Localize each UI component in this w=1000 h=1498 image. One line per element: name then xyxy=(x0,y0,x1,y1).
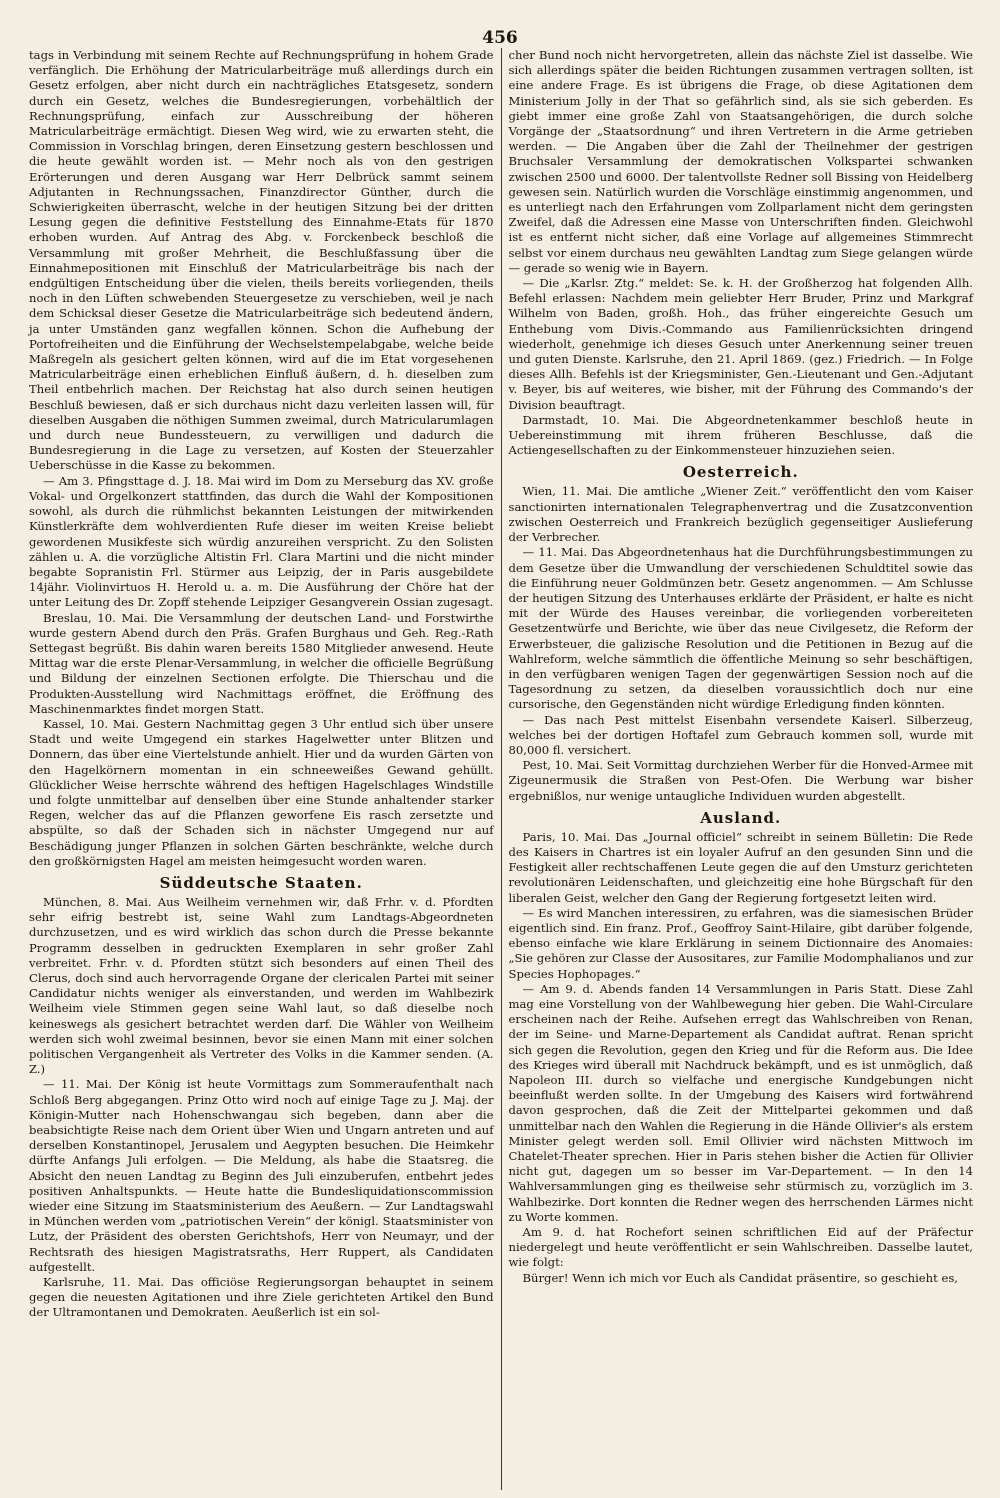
article-wien: Wien, 11. Mai. Die amtliche „Wiener Zeit.“ veröffentlicht den vom Kaiser sanctionirten internationalen Telegraphenvertrag und die Zusatzconvention zwischen Oesterreich und Frankreich bezüglich gegenseitiger Auslieferung der Verbrecher. xyxy=(508,484,973,545)
article-wien-2: — 11. Mai. Das Abgeordnetenhaus hat die Durchführungsbestimmungen zu dem Gesetze über die Umwandlung der verschiedenen Schuldtitel sowie das die Einführung neuer Goldmünzen betr. Gesetz angenommen. — Am Schlusse der heutigen Sitzung des Unterhauses erklärte der Präsident, er halte es nicht mit der Würde des Hauses vereinbar, die vorliegenden vorbereiteten Gesetzentwürfe und Berichte, wie über das neue Civilgesetz, die Reform der Erwerbsteuer, die galizische Resolution und die Petitionen in Bezug auf die Wahlreform, welche sämmtlich die öffentliche Meinung so sehr beschäftigen, in den verfügbaren wenigen Tagen der gegenwärtigen Session noch auf die Tagesordnung zu setzen, da dieselben voraussichtlich doch nur eine cursorische, den Gegenständen nicht würdige Erledigung finden könnten. xyxy=(508,545,973,712)
article-paris: Paris, 10. Mai. Das „Journal officiel“ schreibt in seinem Bülletin: Die Rede des Kaisers in Chartres ist ein loyaler Aufruf an den gesunden Sinn und die Festigkeit aller rechtschaffenen Leute gegen die auf den Umsturz gerichteten revolutionären Leidenschaften, und gleichzeitig eine hohe Bürgschaft für den liberalen Geist, welcher den Gang der Regierung fortgesetzt leiten wird. xyxy=(508,829,973,905)
section-heading-oesterreich: Oesterreich. xyxy=(682,463,799,482)
article-karlsr-ztg: — Die „Karlsr. Ztg.“ meldet: Se. k. H. der Großherzog hat folgenden Allh. Befehl erlassen: Nachdem mein geliebter Herr Bruder, Prinz und Markgraf Wilhelm von Baden, großh. Hoh., das früher eingereichte Gesuch um Enthebung vom Divis.-Commando aus Familienrücksichten dringend wiederholt, genehmige ich dieses Gesuch unter Anerkennung seiner treuen und guten Dienste. Karlsruhe, den 21. April 1869. (gez.) Friedrich. — In Folge dieses Allh. Befehls ist der Kriegsminister, Gen.-Lieutenant und Gen.-Adjutant v. Beyer, bis auf weiteres, wie bisher, mit der Führung des Commando's der Division beauftragt. xyxy=(508,276,973,412)
article-breslau: Breslau, 10. Mai. Die Versammlung der deutschen Land- und Forstwirthe wurde gestern Abend durch den Präs. Grafen Burghaus und Geh. Reg.-Rath Settegast begrüßt. Bis dahin waren bereits 1580 Mitglieder anwesend. Heute Mittag war die erste Plenar-Versammlung, in welcher die officielle Begrüßung und Bildung der einzelnen Sectionen erfolgte. Die Thierschau und die Produkten-Ausstellung wird Nachmittags eröffnet, die Eröffnung des Maschinenmarktes findet morgen Statt. xyxy=(29,610,494,716)
article-rochefort-letter: Bürger! Wenn ich mich vor Euch als Candidat präsentire, so geschieht es, xyxy=(522,1270,958,1285)
right-column xyxy=(501,48,981,1490)
article-darmstadt: Darmstadt, 10. Mai. Die Abgeordnetenkammer beschloß heute in Uebereinstimmung mit ihrem früheren Beschlusse, daß die Actiengesellschaften zu der Einkommensteuer hinzuziehen seien. xyxy=(508,412,973,458)
article-muenchen: München, 8. Mai. Aus Weilheim vernehmen wir, daß Frhr. v. d. Pfordten sehr eifrig bestrebt ist, seine Wahl zum Landtags-Abgeordneten durchzusetzen, und es wird wirklich das schon durch die Presse bekannte Programm desselben in gedruckten Exemplaren in sehr großer Zahl verbreitet. Frhr. v. d. Pfordten stützt sich besonders auf einen Theil des Clerus, doch sind auch hervorragende Organe der clericalen Partei mit seiner Candidatur nichts weniger als einverstanden, und werden im Wahlbezirk Weilheim viele Stimmen gegen seine Wahl laut, so daß dieselbe noch keineswegs als gesichert betrachtet werden darf. Die Wähler von Weilheim werden sich wohl zweimal besinnen, bevor sie einen Mann mit einer solchen politischen Vergangenheit als Vertreter des Volks in die Kammer senden. (A. Z.) xyxy=(29,894,494,1077)
columns xyxy=(22,48,980,1490)
article-kassel: Kassel, 10. Mai. Gestern Nachmittag gegen 3 Uhr entlud sich über unsere Stadt und weite Umgegend ein starkes Hagelwetter unter Blitzen und Donnern, das über eine Viertelstunde anhielt. Hier und da wurden Gärten von den Hagelkörnern momentan in ein schneeweißes Gewand gehüllt. Glücklicher Weise herrschte während des heftigen Hagelschlages Windstille und folgte unmittelbar auf denselben über eine Stunde anhaltender starker Regen, welcher das auf die Pflanzen geworfene Eis rasch zersetzte und abspülte, so daß der Schaden sich in nächster Umgegend nur auf Beschädigung junger Pflanzen in solchen Gärten beschränkte, welche durch den großkörnigsten Hagel am meisten heimgesucht worden waren. xyxy=(29,716,494,868)
article-reichstag: tags in Verbindung mit seinem Rechte auf Rechnungsprüfung in hohem Grade verfänglich. Die Erhöhung der Matricularbeiträge muß allerdings durch ein Gesetz erfolgen, aber nicht durch ein nachträgliches Etatsgesetz, sondern durch ein Gesetz, welches die Bundesregierungen, vorbehältlich der Rechnungsprüfung, einfach zur Ausschreibung der höheren Matricularbeiträge ermächtigt. Diesen Weg wird, wie zu erwarten steht, die Commission in Vorschlag bringen, deren Einsetzung gestern beschlossen und die heute gewählt worden ist. — Mehr noch als von den gestrigen Erörterungen und deren Ausgang war Herr Delbrück sammt seinem Adjutanten in Rechnungssachen, Finanzdirector Günther, durch die Schwierigkeiten überrascht, welche in der heutigen Sitzung bei der dritten Lesung gegen die definitive Feststellung des Einnahme-Etats für 1870 erhoben wurden. Auf Antrag des Abg. v. Forckenbeck beschloß die Versammlung mit großer Mehrheit, die Beschlußfassung über die Einnahmepositionen mit Einschluß der Matricularbeiträge bis nach der endgültigen Entscheidung über die vielen, theils bereits vorliegenden, theils noch in den Lüften schwebenden Steuergesetze zu verschieben, weil je nach dem Schicksal dieser Gesetze die Matricularbeiträge sich bedeutend ändern, ja unter Umständen ganz wegfallen können. Schon die Aufhebung der Portofreiheiten und die Einführung der Wechselstempelabgabe, welche beide Maßregeln als gesichert gelten können, wird auf die im Etat vorgesehenen Matricularbeiträge einen erheblichen Einfluß äußern, d. h. dieselben zum Theil entbehrlich machen. Der Reichstag hat also durch seinen heutigen Beschluß bewiesen, daß er sich durchaus nicht dazu verleiten lassen will, für dieselben Ausgaben die nöthigen Summen zweimal, durch Matricularumlagen und durch neue Bundessteuern, zu verwilligen und dadurch die Bundesregierung in die Lage zu versetzen, auf Kosten der Steuerzahler Ueberschüsse in die Kasse zu bekommen. xyxy=(29,48,494,473)
section-heading-ausland: Ausland. xyxy=(700,808,782,827)
section-heading-sueddeutsche: Süddeutsche Staaten. xyxy=(159,873,363,892)
article-karlsruhe-cont: cher Bund noch nicht hervorgetreten, allein das nächste Ziel ist dasselbe. Wie sich allerdings später die beiden Richtungen zusammen vertragen sollten, ist eine andere Frage. Es ist übrigens die Frage, ob diese Agitationen dem Ministerium Jolly in der That so gefährlich sind, als sie sich geberden. Es giebt immer eine große Zahl von Staatsangehörigen, die durch solche Vorgänge der „Staatsordnung“ und ihren Vertretern in die Arme getrieben werden. — Die Angaben über die Zahl der Theilnehmer der gestrigen Bruchsaler Versammlung der demokratischen Volkspartei schwanken zwischen 2500 und 6000. Der talentvollste Redner soll Bissing von Heidelberg gewesen sein. Natürlich wurden die Vorschläge einstimmig angenommen, und es unterliegt nach den Erfahrungen vom Zollparlament nicht dem geringsten Zweifel, daß die Adressen eine Masse von Unterschriften finden. Gleichwohl ist es entfernt nicht sicher, daß eine Vorlage auf allgemeines Stimmrecht selbst vor einem durchaus neu gewählten Landtag zum Siege gelangen würde — gerade so wenig wie in Bayern. xyxy=(508,48,973,275)
article-karlsruhe: Karlsruhe, 11. Mai. Das officiöse Regierungsorgan behauptet in seinem gegen die neuesten Agitationen und ihre Ziele gerichteten Artikel den Bund der Ultramontanen und Demokraten. Aeußerlich ist ein sol- xyxy=(29,1275,494,1320)
article-muenchen-2: — 11. Mai. Der König ist heute Vormittags zum Sommeraufenthalt nach Schloß Berg abgegangen. Prinz Otto wird noch auf einige Tage zu J. Maj. der Königin-Mutter nach Hohenschwangau sich begeben, dann aber die beabsichtigte Reise nach dem Orient über Wien und Ungarn antreten und auf derselben Konstantinopel, Jerusalem und Aegypten besuchen. Die Heimkehr dürfte Anfangs Juli erfolgen. — Die Meldung, als habe die Staatsreg. die Absicht den neuen Landtag zu Beginn des Juli einzuberufen, entbehrt jedes positiven Anhaltspunkts. — Heute hatte die Bundesliquidationscommission wieder eine Sitzung im Staatsministerium des Aeußern. — Zur Landtagswahl in München werden vom „patriotischen Verein“ der königl. Staatsminister von Lutz, der Präsident des obersten Gerichtshofs, Herr von Neumayr, und der Rechtsrath des hiesigen Magistratsraths, Herr Ruppert, als Candidaten aufgestellt. xyxy=(29,1077,494,1274)
article-pest: Pest, 10. Mai. Seit Vormittag durchziehen Werber für die Honved-Armee mit Zigeunermusik die Straßen von Pest-Ofen. Die Werbung war bisher ergebnißlos, nur wenige untaugliche Individuen wurden abgestellt. xyxy=(508,758,973,803)
article-siamese: — Es wird Manchen interessiren, zu erfahren, was die siamesischen Brüder eigentlich sind. Ein franz. Prof., Geoffroy Saint-Hilaire, gibt darüber folgende, ebenso einfache wie klare Erklärung in seinem Dictionnaire des Anomaies: „Sie gehören zur Classe der Ausositares, zur Familie Modomphalianos und zur Species Hophopages.“ xyxy=(508,905,973,981)
left-column xyxy=(22,48,501,1490)
page-number: 456 xyxy=(482,28,518,48)
article-merseburg: — Am 3. Pfingsttage d. J. 18. Mai wird im Dom zu Merseburg das XV. große Vokal- und Orgelkonzert stattfinden, das durch die Wahl der Kompositionen sowohl, als durch die rühmlichst bekannten Leistungen der mitwirkenden Künstlerkräfte dem wohlverdienten Rufe dieser im weiten Kreise beliebt gewordenen Musikfeste sich würdig anzureihen verspricht. Zu den Solisten zählen u. A. die vorzügliche Altistin Frl. Clara Martini und die nicht minder begabte Sopranistin Frl. Stürmer aus Leipzig, der in Paris ausgebildete 14jähr. Violinvirtuos H. Herold u. a. m. Die Ausführung der Chöre hat der unter Leitung des Dr. Zopff stehende Leipziger Gesangverein Ossian zugesagt. xyxy=(29,473,494,610)
article-silberzeug: — Das nach Pest mittelst Eisenbahn versendete Kaiserl. Silberzeug, welches bei der dortigen Hoftafel zum Gebrauch kommen soll, wurde mit 80,000 fl. versichert. xyxy=(508,712,973,757)
article-rochefort: Am 9. d. hat Rochefort seinen schriftlichen Eid auf der Präfectur niedergelegt und heute veröffentlicht er sein Wahlschreiben. Dasselbe lautet, wie folgt: xyxy=(508,1225,973,1270)
article-paris-assemblies: — Am 9. d. Abends fanden 14 Versammlungen in Paris Statt. Diese Zahl mag eine Vorstellung von der Wahlbewegung hier geben. Die Wahl-Circulare erscheinen nach der Reihe. Aufsehen erregt das Wahlschreiben von Renan, der im Seine- und Marne-Departement als Candidat auftrat. Renan spricht sich gegen die Revolution, gegen den Krieg und für die Reform aus. Die Idee des Krieges wird überall mit Nachdruck bekämpft, und es ist unmöglich, daß Napoleon III. durch so vielfache und energische Kundgebungen nicht beeinflußt werden sollte. In der Umgebung des Kaisers wird fortwährend davon gesprochen, daß die Zeit der Mittelpartei gekommen und daß unmittelbar nach den Wahlen die Regierung in die Hände Ollivier's als erstem Minister gelegt werden soll. Emil Ollivier wird nächsten Mittwoch im Chatelet-Theater sprechen. Hier in Paris stehen bisher die Actien für Ollivier nicht gut, dagegen um so besser im Var-Departement. — In den 14 Wahlversammlungen ging es theilweise sehr stürmisch zu, vorzüglich im 3. Wahlbezirke. Dort konnten die Redner wegen des herrschenden Lärmes nicht zu Worte kommen. xyxy=(508,981,973,1224)
